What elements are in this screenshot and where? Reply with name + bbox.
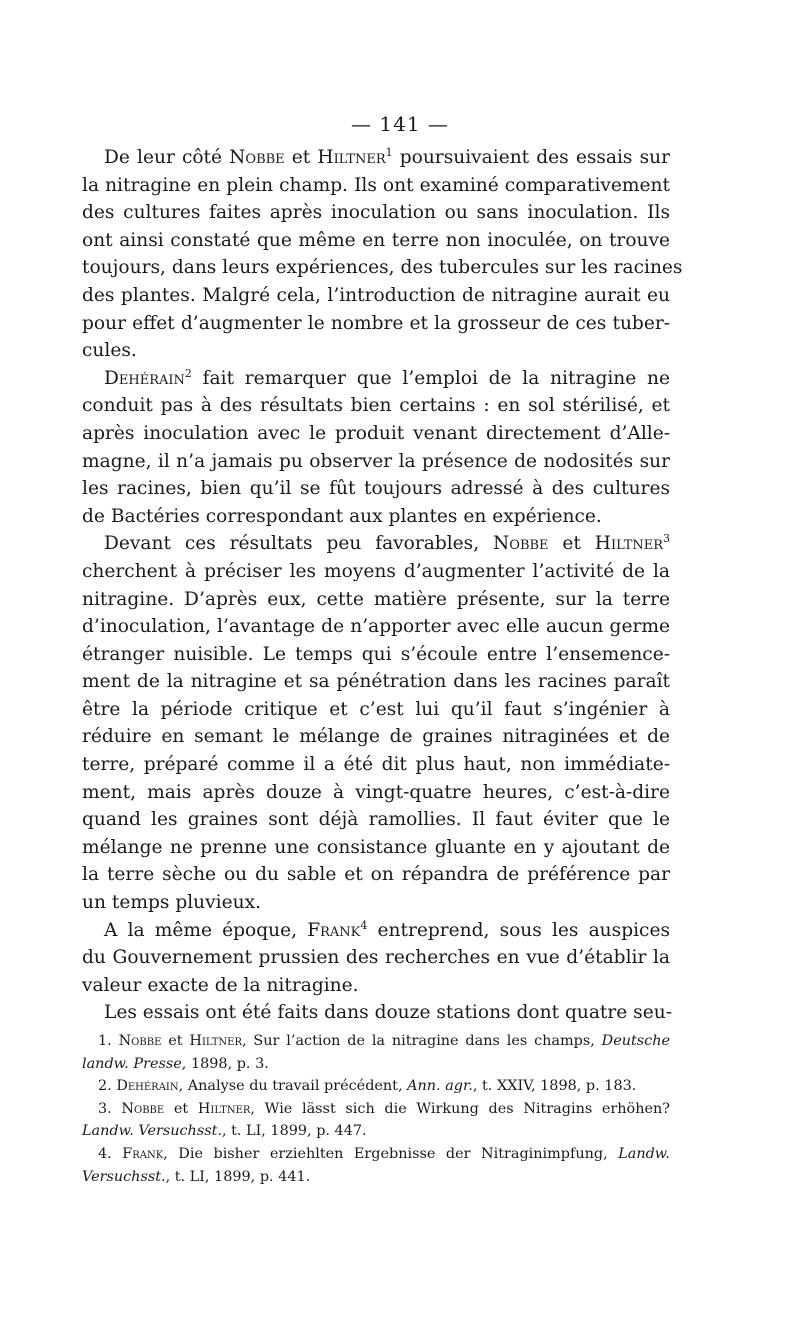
text-run: être la période critique et c’est lui qu’il faut s’ingénier à: [82, 698, 670, 720]
text-run: de Bactéries correspondant aux plantes en expérience.: [82, 505, 602, 527]
author-name: Hiltner: [594, 533, 664, 555]
text-run: cherchent à préciser les moyens d’augmenter l’activité de la: [82, 560, 670, 582]
text-run: magne, il n’a jamais pu observer la présence de nodosités sur: [82, 450, 670, 472]
text-run: , t. LI, 1899, p. 441.: [165, 1168, 311, 1185]
body-text: [82, 144, 683, 1027]
text-line: [82, 365, 670, 393]
text-line: [82, 834, 670, 862]
author-name: Nobbe: [493, 533, 549, 555]
text-line: [82, 420, 670, 448]
paragraph: [82, 144, 683, 365]
text-run: A la même époque,: [104, 919, 308, 941]
text-run: pour effet d’augmenter le nombre et la grosseur de ces tuber-: [82, 312, 670, 334]
footnotes: [82, 1030, 670, 1188]
paragraph: [82, 917, 670, 1000]
author-name: Dehérain: [104, 367, 185, 389]
text-run: 4.: [98, 1145, 123, 1162]
author-name: Nobbe: [118, 1033, 162, 1049]
journal-title: Deutsche: [601, 1033, 671, 1049]
text-run: terre, préparé comme il a été dit plus haut, non immédiate-: [82, 754, 670, 776]
text-line: [82, 889, 670, 917]
text-run: 3.: [98, 1100, 122, 1117]
paragraph: [82, 530, 670, 916]
text-line: [82, 668, 670, 696]
text-run: , t. LI, 1899, p. 447.: [221, 1123, 367, 1140]
text-run: , Analyse du travail précédent,: [178, 1078, 408, 1095]
journal-title: Landw. Versuchsst.: [82, 1123, 222, 1140]
footnote-line: [82, 1098, 670, 1121]
text-run: et: [161, 1033, 190, 1049]
text-line: [82, 861, 670, 889]
text-line: [82, 558, 670, 586]
text-run: conduit pas à des résultats bien certains : en sol stérilisé, et: [82, 395, 670, 417]
text-line: [82, 586, 670, 614]
footnote-line: [82, 1120, 670, 1143]
text-run: , t. XXIV, 1898, p. 183.: [472, 1078, 637, 1095]
text-line: [82, 227, 670, 255]
text-run: 2.: [98, 1078, 117, 1095]
text-run: fait remarquer que l’emploi de la nitragine ne: [191, 367, 670, 389]
journal-title: landw. Presse: [82, 1055, 182, 1072]
text-run: étranger nuisible. Le temps qui s’écoule entre l’ensemence-: [82, 643, 670, 665]
footnote-line: [82, 1030, 670, 1053]
author-name: Nobbe: [121, 1100, 165, 1117]
journal-title: Versuchsst.: [82, 1168, 166, 1185]
footnote: [82, 1075, 670, 1098]
author-name: Nobbe: [229, 147, 285, 168]
text-run: valeur exacte de la nitragine.: [82, 974, 359, 996]
text-line: [82, 806, 670, 834]
text-run: Devant ces résultats peu favorables,: [104, 533, 494, 555]
footnote-ref: 3: [663, 532, 671, 546]
text-run: 1.: [98, 1033, 119, 1049]
text-line: [82, 282, 670, 310]
text-line: [82, 254, 683, 282]
text-run: poursuivaient des essais sur: [392, 147, 670, 168]
text-run: toujours, dans leurs expériences, des tubercules sur les racines: [82, 257, 683, 279]
text-line: [82, 641, 670, 669]
text-run: , Wie lässt sich die Wirkung des Nitragins erhöhen?: [250, 1100, 670, 1117]
paragraph: [82, 365, 670, 531]
text-run: ont ainsi constaté que même en terre non inoculée, on trouve: [82, 229, 670, 251]
text-run: un temps pluvieux.: [82, 892, 261, 914]
footnote: [82, 1098, 670, 1143]
author-name: Frank: [307, 919, 361, 941]
text-run: ment, mais après douze à vingt-quatre heures, c’est-à-dire: [82, 781, 670, 803]
text-run: et: [548, 533, 595, 555]
text-run: et: [284, 147, 318, 168]
text-run: De leur côté: [104, 147, 230, 168]
text-line: [82, 696, 670, 724]
text-line: [82, 310, 670, 338]
text-line: [82, 475, 670, 503]
footnote: [82, 1030, 670, 1075]
text-line: [82, 337, 670, 365]
text-run: quand les graines sont déjà ramollies. Il faut éviter que le: [82, 809, 670, 831]
text-line: [82, 448, 670, 476]
text-run: , Sur l’action de la nitragine dans les champs,: [241, 1033, 602, 1049]
text-run: ment de la nitragine et sa pénétration dans les racines paraît: [82, 671, 670, 693]
footnote-line: [82, 1143, 670, 1166]
text-line: [82, 503, 670, 531]
text-run: des cultures faites après inoculation ou sans inoculation. Ils: [82, 202, 670, 224]
text-line: [82, 944, 670, 972]
text-run: d’inoculation, l’avantage de n’apporter avec elle aucun germe: [82, 616, 670, 638]
text-run: du Gouvernement prussien des recherches en vue d’établir la: [82, 947, 670, 969]
author-name: Hiltner: [189, 1033, 242, 1049]
text-line: [82, 144, 670, 172]
text-line: [82, 972, 670, 1000]
text-run: , Die bisher erziehlten Ergebnisse der Nitraginimpfung,: [163, 1145, 619, 1162]
footnote-ref: 2: [184, 366, 192, 380]
text-run: Les essais ont été faits dans douze stations dont quatre seu-: [104, 1002, 672, 1024]
text-run: des plantes. Malgré cela, l’introduction de nitragine aurait eu: [82, 284, 670, 306]
journal-title: Ann. agr.: [407, 1078, 473, 1095]
author-name: Frank: [122, 1145, 164, 1162]
footnote-line: [82, 1075, 670, 1098]
text-line: [82, 723, 670, 751]
text-run: la terre sèche ou du sable et on répandra de préférence par: [82, 864, 670, 886]
text-line: [82, 999, 670, 1027]
text-run: après inoculation avec le produit venant directement d’Alle-: [82, 422, 670, 444]
text-run: réduire en semant le mélange de graines nitraginées et de: [82, 726, 670, 748]
text-run: entreprend, sous les auspices: [367, 919, 670, 941]
text-line: [82, 392, 670, 420]
footnote: [82, 1143, 670, 1188]
text-run: , 1898, p. 3.: [181, 1055, 269, 1072]
text-run: mélange ne prenne une consistance gluante en y ajoutant de: [82, 836, 670, 858]
text-run: nitragine. D’après eux, cette matière présente, sur la terre: [82, 588, 670, 610]
footnote-line: [82, 1166, 670, 1189]
text-line: [82, 917, 670, 945]
text-line: [82, 613, 670, 641]
journal-title: Landw.: [618, 1145, 670, 1162]
paragraph: [82, 999, 670, 1027]
text-line: [82, 751, 670, 779]
text-run: et: [164, 1100, 198, 1117]
text-run: cules.: [82, 340, 137, 362]
text-line: [82, 779, 670, 807]
text-line: [82, 199, 670, 227]
footnote-line: [82, 1053, 670, 1076]
text-line: [82, 530, 670, 558]
author-name: Dehérain: [116, 1078, 179, 1095]
footnote-ref: 1: [385, 146, 393, 159]
author-name: Hiltner: [197, 1100, 251, 1117]
text-line: [82, 172, 670, 200]
text-run: la nitragine en plein champ. Ils ont examiné comparativement: [82, 174, 670, 196]
author-name: Hiltner: [317, 147, 386, 168]
page-number: — 141 —: [351, 112, 449, 136]
text-run: les racines, bien qu’il se fût toujours adressé à des cultures: [82, 478, 670, 500]
footnote-ref: 4: [360, 918, 368, 932]
